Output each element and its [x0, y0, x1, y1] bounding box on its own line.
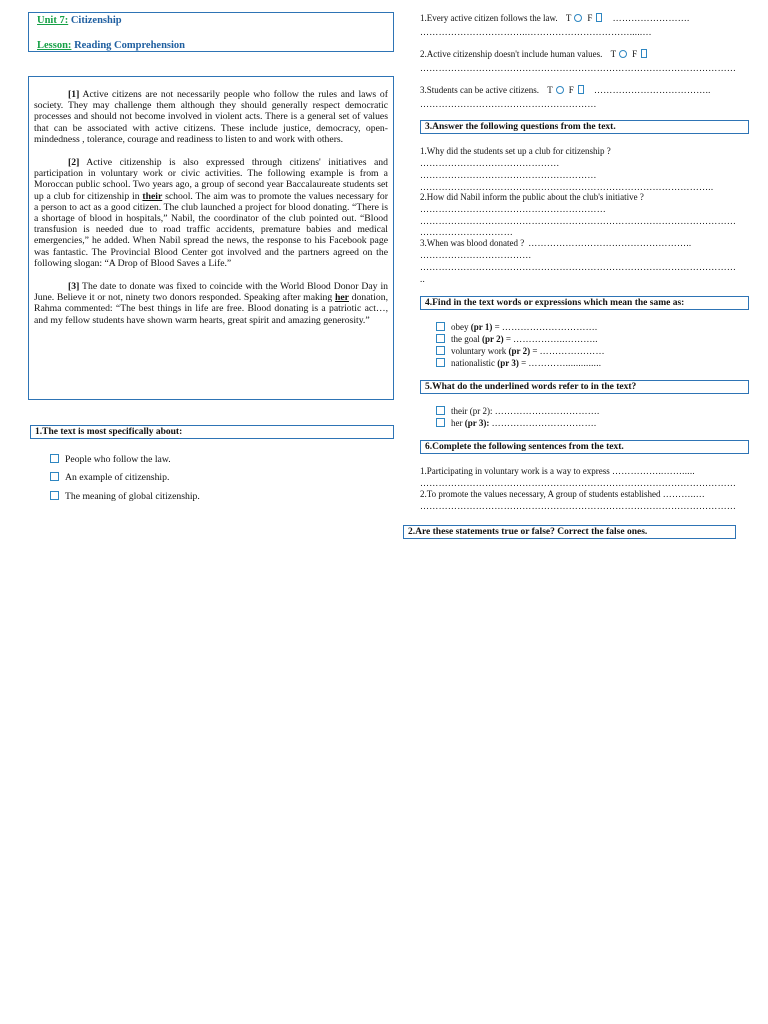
item-ref: (pr 1) — [470, 322, 493, 332]
paragraph-text: Active citizens are not necessarily people who follow the rules and laws of society. They may challenge them although they should generally respect democratic processes and should not become involved in violent acts. There is a general set of values that can be associated with active citizens. These include justice, democracy, open-mindedness , tolerance, courage and readiness to listen to and work with others. — [34, 89, 388, 145]
option-label: An example of citizenship. — [65, 472, 170, 483]
unit-prefix: Unit 7: — [37, 15, 69, 26]
q3-heading: 3.Answer the following questions from the text. — [420, 120, 749, 134]
q6-sentence-2 — [420, 489, 705, 499]
checkbox-icon[interactable] — [50, 472, 59, 481]
q1-option-2[interactable] — [50, 472, 169, 483]
answer-line[interactable]: ………………………………………………………………………………………… — [420, 501, 737, 511]
item-ref: (pr 2) — [508, 346, 531, 356]
q1-heading: 1.The text is most specifically about: — [30, 425, 394, 439]
q6-heading: 6.Complete the following sentences from the text. — [420, 440, 749, 454]
answer-line[interactable]: ……………………………………… — [420, 158, 560, 168]
answer-line[interactable]: ……………..……….. — [513, 334, 598, 344]
paragraph-text: Active citizenship is also expressed through citizens' initiatives and participation in voluntary work or civic activities. The following example is from a Moroccan public school. Two years ago, a group of second year Baccalaureate students set up a club for citizenship in — [34, 157, 388, 202]
checkbox-icon — [436, 358, 445, 367]
paragraph-text: donation, Rahma commented: “The best things in life are free. Blood donating is a patriotic act…, and my fellow students have shown warm hearts, great spirit and amazing generosity.” — [34, 292, 389, 326]
item-ref: (pr 3) — [497, 358, 519, 368]
answer-line[interactable]: ………………………………………………… — [420, 170, 597, 180]
answer-line[interactable]: ………………………………………………………………………………….. — [420, 182, 714, 192]
true-label: T — [610, 49, 617, 59]
false-box-icon[interactable] — [596, 13, 602, 22]
paragraph-text: school. The aim was to promote the values necessary for a person to act as a good citizen. The club launched a project for blood donating. “There is a shortage of blood in hospitals,” Nabil, the coordinator of the club pointed out. “Blood transfusion is needed due to road traffic accidents, premature babies and medical emergencies,” he added. When Nabil spread the news, the response to his Facebook page was fantastic. The Provincial Blood Center got involved and the partners agreed on the following slogan: “A Drop of Blood Saves a Life.” — [34, 190, 388, 269]
sentence-text: 2.To promote the values necessary, A group of students established — [420, 489, 661, 499]
answer-line[interactable]: ……………………………..…………………………….....… — [420, 27, 652, 37]
q3-question-2: 2.How did Nabil inform the public about the club's initiative ? — [420, 192, 644, 202]
option-label: People who follow the law. — [65, 454, 171, 465]
option-label: The meaning of global citizenship. — [65, 491, 200, 502]
item-word: their — [451, 406, 468, 416]
answer-line[interactable]: …………………………………………….. — [528, 238, 692, 248]
unit-title: Citizenship — [70, 15, 122, 26]
item-ref: (pr 3): — [464, 418, 490, 428]
q1-option-3[interactable] — [50, 491, 200, 502]
paragraph-number: [1] — [68, 89, 80, 100]
answer-line[interactable]: …………………………………………………… — [420, 204, 606, 214]
paragraph-number: [2] — [68, 157, 80, 169]
statement-text: 2.Active citizenship doesn't include human values. — [420, 49, 603, 59]
false-box-icon[interactable] — [578, 85, 584, 94]
q2-heading: 2.Are these statements true or false? Correct the false ones. — [403, 525, 736, 539]
checkbox-icon — [436, 322, 445, 331]
q5-item-1 — [436, 406, 600, 416]
answer-line[interactable]: ………………………………………………………………………………………… — [420, 478, 737, 488]
lesson-line — [37, 40, 185, 51]
question-text: 3.When was blood donated ? — [420, 238, 525, 248]
q4-item-3: voluntary work (pr 2) = ………………… — [436, 346, 605, 356]
q4-item-1: obey (pr 1) = …………………………. — [436, 322, 597, 332]
answer-line[interactable]: ………….............. — [528, 358, 602, 368]
item-word: obey — [451, 322, 469, 332]
true-radio-icon[interactable] — [574, 14, 582, 22]
answer-line[interactable]: ………………………………………………………………………………………… — [420, 63, 737, 73]
q4-heading: 4.Find in the text words or expressions which mean the same as: — [420, 296, 749, 310]
true-radio-icon[interactable] — [619, 50, 627, 58]
answer-line[interactable]: ………..… — [662, 489, 706, 499]
underlined-word-their: their — [142, 190, 163, 202]
checkbox-icon[interactable] — [50, 454, 59, 463]
answer-line[interactable]: .. — [420, 274, 426, 284]
reading-passage — [28, 76, 394, 400]
lesson-title: Reading Comprehension — [74, 40, 186, 51]
unit-line — [37, 15, 122, 26]
item-word: nationalistic — [451, 358, 495, 368]
paragraph-1 — [34, 89, 388, 145]
answer-line[interactable]: …………………………. — [501, 322, 598, 332]
paragraph-2 — [34, 157, 388, 269]
paragraph-number: [3] — [68, 281, 80, 293]
item-ref: (pr 2) — [482, 334, 504, 344]
q4-item-4: nationalistic (pr 3) = ………….............. — [436, 358, 601, 368]
true-label: T — [547, 85, 553, 95]
q2-statement-3 — [420, 85, 711, 95]
checkbox-icon — [436, 334, 445, 343]
answer-line[interactable]: ………………………………………………… — [420, 99, 597, 109]
lesson-prefix: Lesson: — [37, 40, 72, 51]
answer-line[interactable]: ……………………………. — [491, 418, 597, 428]
paragraph-text: The date to donate was fixed to coincide with the World Blood Donor Day in June. Believe it or not, ninety two donors responded. Speaking after making — [34, 281, 388, 304]
item-word: her — [451, 418, 463, 428]
answer-line[interactable]: ……………..……..... — [611, 466, 695, 476]
answer-line[interactable]: ……………………………….. — [593, 85, 711, 95]
statement-text: 1.Every active citizen follows the law. — [420, 13, 558, 23]
underlined-word-her: her — [334, 292, 349, 304]
q4-item-2: the goal (pr 2) = ……………..……….. — [436, 334, 598, 344]
q3-question-3 — [420, 238, 691, 248]
answer-line[interactable]: ………………………… — [420, 227, 513, 237]
answer-line[interactable]: ……………………. — [612, 13, 690, 23]
answer-line[interactable]: ……………………………. — [494, 406, 600, 416]
q5-heading: 5.What do the underlined words refer to in the text? — [420, 380, 749, 394]
q3-question-1: 1.Why did the students set up a club for citizenship ? — [420, 146, 611, 156]
item-word: the goal — [451, 334, 480, 344]
answer-line[interactable]: ……………………………… — [420, 250, 532, 260]
false-label: F — [632, 49, 638, 59]
true-label: T — [565, 13, 572, 23]
statement-text: 3.Students can be active citizens. — [420, 85, 539, 95]
checkbox-icon — [436, 406, 445, 415]
checkbox-icon[interactable] — [50, 491, 59, 500]
paragraph-3 — [34, 281, 388, 326]
q6-sentence-1 — [420, 466, 695, 476]
answer-line[interactable]: ………………………………………………………………………………………… — [420, 262, 737, 272]
item-ref: (pr 2): — [469, 406, 493, 416]
answer-line[interactable]: ………………………………………………………………………………………… — [420, 216, 737, 226]
item-word: voluntary work — [451, 346, 507, 356]
false-label: F — [587, 13, 593, 23]
true-radio-icon[interactable] — [556, 86, 564, 94]
q1-option-1[interactable] — [50, 454, 171, 465]
false-box-icon[interactable] — [641, 49, 647, 58]
false-label: F — [568, 85, 574, 95]
sentence-text: 1.Participating in voluntary work is a way to express — [420, 466, 610, 476]
q2-statement-2 — [420, 49, 647, 59]
answer-line[interactable]: ………………… — [539, 346, 605, 356]
q5-item-2 — [436, 418, 596, 428]
unit-header — [28, 12, 394, 52]
checkbox-icon — [436, 346, 445, 355]
q2-statement-1 — [420, 13, 690, 23]
checkbox-icon — [436, 418, 445, 427]
